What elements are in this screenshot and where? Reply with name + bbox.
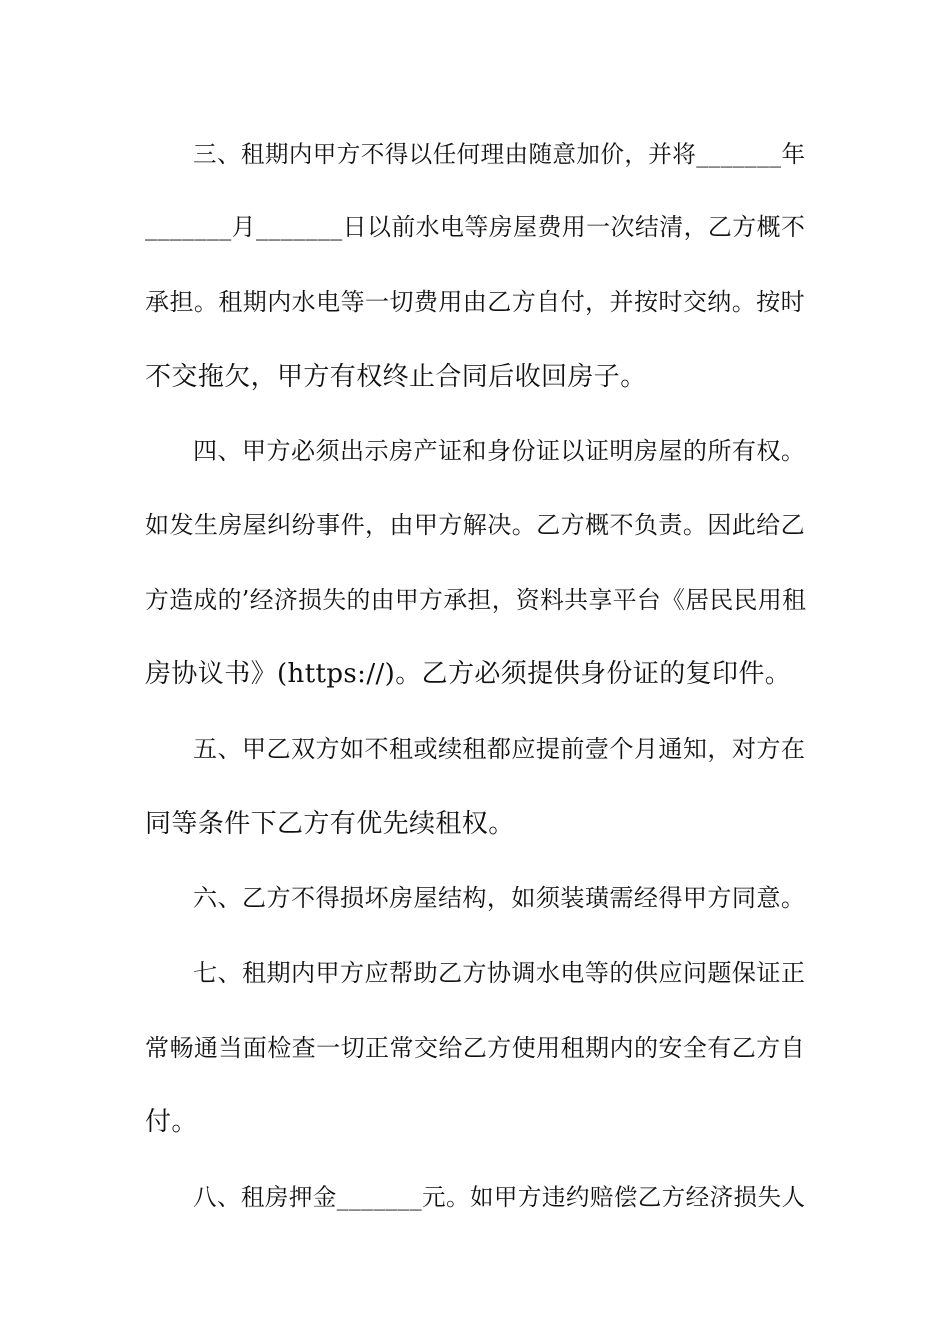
clause-6-line-1: 六、乙方不得损坏房屋结构，如须装璜需经得甲方同意。 xyxy=(193,884,806,912)
clause-7-line-3: 付。 xyxy=(145,1107,198,1137)
clause-3-line-1: 三、租期内甲方不得以任何理由随意加价，并将_______年 xyxy=(193,140,806,168)
clause-7-line-1: 七、租期内甲方应帮助乙方协调水电等的供应问题保证正 xyxy=(193,959,806,987)
clause-3-line-3: 承担。租期内水电等一切费用由乙方自付，并按时交纳。按时 xyxy=(145,288,806,316)
clause-5-line-2: 同等条件下乙方有优先续租权。 xyxy=(145,809,515,839)
clause-4-line-2: 如发生房屋纠纷事件，由甲方解决。乙方概不负责。因此给乙 xyxy=(145,511,806,539)
clause-7-line-2: 常畅通当面检查一切正常交给乙方使用租期内的安全有乙方自 xyxy=(145,1034,806,1062)
clause-5-line-1: 五、甲乙双方如不租或续租都应提前壹个月通知，对方在 xyxy=(193,735,806,763)
clause-3-line-2: _______月_______日以前水电等房屋费用一次结清，乙方概不 xyxy=(145,213,806,241)
clause-3-line-4: 不交拖欠，甲方有权终止合同后收回房子。 xyxy=(145,362,647,392)
clause-4-line-3: 方造成的’经济损失的由甲方承担，资料共享平台《居民民用租 xyxy=(145,586,807,614)
clause-4-line-4: 房协议书》(https://)。乙方必须提供身份证的复印件。 xyxy=(145,659,792,689)
clause-8-line-1: 八、租房押金_______元。如甲方违约赔偿乙方经济损失人 xyxy=(193,1183,806,1211)
clause-4-line-1: 四、甲方必须出示房产证和身份证以证明房屋的所有权。 xyxy=(193,437,806,465)
